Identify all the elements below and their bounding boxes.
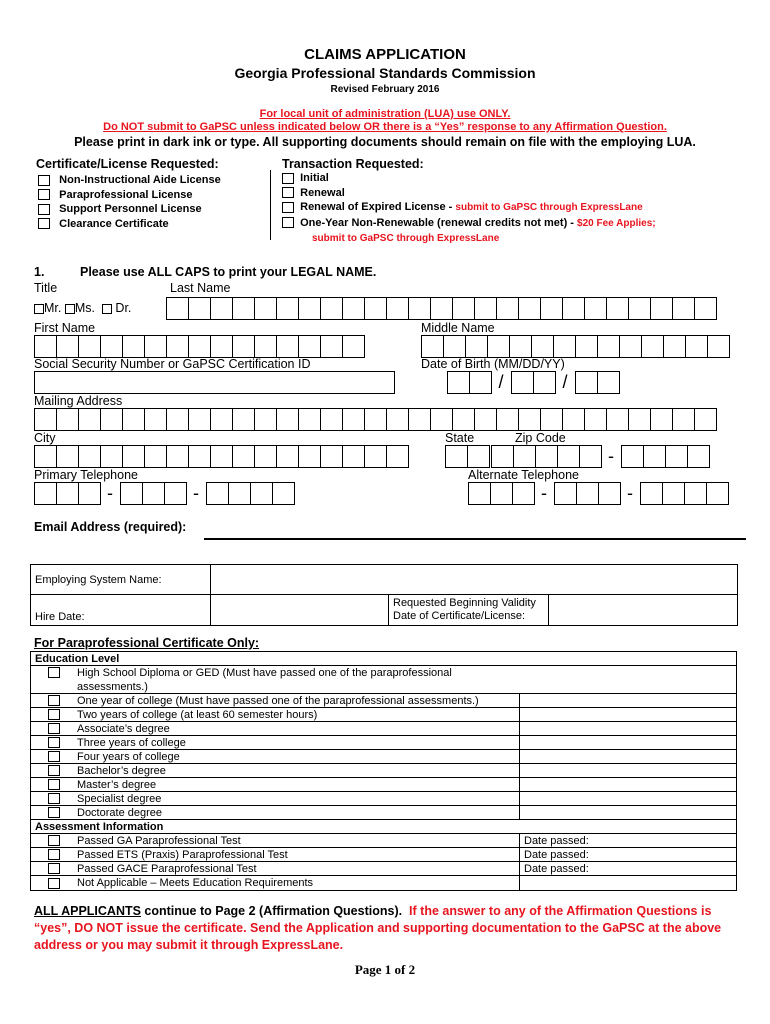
char-box[interactable]: [619, 335, 642, 358]
char-box[interactable]: [490, 482, 513, 505]
char-box[interactable]: [210, 335, 233, 358]
mailing-label: Mailing Address: [34, 394, 123, 408]
txn-option-expired[interactable]: Renewal of Expired License - submit to GaPSC through ExpressLane: [282, 200, 656, 216]
mailing-address-boxes[interactable]: [34, 408, 716, 431]
char-box[interactable]: [144, 445, 167, 468]
hire-date-label: Hire Date:: [31, 595, 211, 626]
dash-separator: -: [627, 483, 633, 503]
char-box[interactable]: [557, 445, 580, 468]
char-box[interactable]: [78, 408, 101, 431]
checkbox-icon[interactable]: [48, 695, 60, 706]
checkbox-icon[interactable]: [48, 793, 60, 804]
education-row[interactable]: Bachelor’s degree: [31, 764, 736, 778]
char-box[interactable]: [210, 297, 233, 320]
char-box[interactable]: [474, 408, 497, 431]
state-boxes[interactable]: [445, 445, 489, 468]
checkbox-icon[interactable]: [48, 737, 60, 748]
checkbox-icon[interactable]: [282, 187, 294, 198]
char-box[interactable]: [554, 482, 577, 505]
char-box[interactable]: [210, 408, 233, 431]
char-box[interactable]: [694, 297, 717, 320]
txn-one-year-note: submit to GaPSC through ExpressLane: [312, 233, 500, 244]
char-box[interactable]: [56, 408, 79, 431]
form-title: CLAIMS APPLICATION: [304, 46, 466, 63]
char-box[interactable]: [598, 482, 621, 505]
assessment-row[interactable]: Passed ETS (Praxis) Paraprofessional Test Date passed:: [31, 848, 736, 862]
cert-option-support-personnel[interactable]: Support Personnel License: [38, 202, 221, 217]
char-box[interactable]: [496, 297, 519, 320]
char-box[interactable]: [706, 482, 729, 505]
char-box[interactable]: [254, 297, 277, 320]
email-label: Email Address (required):: [34, 520, 187, 534]
char-box[interactable]: [408, 297, 431, 320]
zip-boxes[interactable]: [491, 445, 709, 468]
city-label: City: [34, 431, 56, 445]
char-box[interactable]: [518, 297, 541, 320]
checkbox-icon[interactable]: [38, 175, 50, 186]
ms-checkbox[interactable]: [65, 304, 75, 314]
para-heading: For Paraprofessional Certificate Only:: [34, 636, 260, 650]
checkbox-icon[interactable]: [38, 218, 50, 229]
alt-phone-label: Alternate Telephone: [468, 468, 579, 482]
assessment-header: Assessment Information: [31, 820, 736, 834]
char-box[interactable]: [272, 482, 295, 505]
char-box[interactable]: [672, 408, 695, 431]
char-box[interactable]: [408, 408, 431, 431]
char-box[interactable]: [276, 297, 299, 320]
char-box[interactable]: [491, 445, 514, 468]
ssn-label: Social Security Number or GaPSC Certification ID: [34, 357, 311, 371]
char-box[interactable]: [276, 335, 299, 358]
char-box[interactable]: [540, 297, 563, 320]
char-box[interactable]: [34, 445, 57, 468]
dob-slash: /: [498, 372, 504, 392]
checkbox-icon[interactable]: [282, 173, 294, 184]
char-box[interactable]: [575, 335, 598, 358]
char-box[interactable]: [487, 335, 510, 358]
dob-box[interactable]: [447, 371, 470, 394]
char-box[interactable]: [120, 482, 143, 505]
char-box[interactable]: [210, 445, 233, 468]
char-box[interactable]: [430, 297, 453, 320]
char-box[interactable]: [34, 408, 57, 431]
char-box[interactable]: [643, 445, 666, 468]
form-subtitle: Georgia Professional Standards Commission: [234, 65, 536, 81]
char-box[interactable]: [254, 335, 277, 358]
char-box[interactable]: [467, 445, 490, 468]
char-box[interactable]: [579, 445, 602, 468]
char-box[interactable]: [606, 408, 629, 431]
char-box[interactable]: [320, 408, 343, 431]
title-label: Title: [34, 281, 58, 295]
char-box[interactable]: [34, 482, 57, 505]
char-box[interactable]: [254, 408, 277, 431]
education-row[interactable]: Specialist degree: [31, 792, 736, 806]
checkbox-icon[interactable]: [282, 217, 294, 228]
char-box[interactable]: [640, 482, 663, 505]
certificate-heading: Certificate/License Requested:: [36, 157, 219, 171]
txn-option-one-year[interactable]: One-Year Non-Renewable (renewal credits not met) - $20 Fee Applies;: [282, 216, 656, 232]
education-row[interactable]: Associate’s degree: [31, 722, 736, 736]
char-box[interactable]: [465, 335, 488, 358]
char-box[interactable]: [685, 335, 708, 358]
char-box[interactable]: [496, 408, 519, 431]
char-box[interactable]: [142, 482, 165, 505]
assessment-row[interactable]: Passed GA Paraprofessional Test Date passed:: [31, 834, 736, 848]
char-box[interactable]: [232, 408, 255, 431]
char-box[interactable]: [78, 482, 101, 505]
employing-system-label: Employing System Name:: [31, 565, 211, 595]
char-box[interactable]: [518, 408, 541, 431]
dash-separator: -: [193, 483, 199, 503]
char-box[interactable]: [342, 445, 365, 468]
dob-box[interactable]: [575, 371, 598, 394]
checkbox-icon[interactable]: [48, 835, 60, 846]
char-box[interactable]: [562, 408, 585, 431]
char-box[interactable]: [452, 297, 475, 320]
char-box[interactable]: [56, 335, 79, 358]
char-box[interactable]: [298, 408, 321, 431]
page-number: Page 1 of 2: [354, 962, 416, 977]
checkbox-icon[interactable]: [38, 204, 50, 215]
char-box[interactable]: [232, 335, 255, 358]
char-box[interactable]: [597, 335, 620, 358]
char-box[interactable]: [298, 297, 321, 320]
title-options: Mr. Ms. Dr.: [34, 301, 131, 315]
mr-checkbox[interactable]: [34, 304, 44, 314]
assessment-row[interactable]: Passed GACE Paraprofessional Test Date passed:: [31, 862, 736, 876]
char-box[interactable]: [100, 335, 123, 358]
char-box[interactable]: [188, 445, 211, 468]
education-row[interactable]: Four years of college: [31, 750, 736, 764]
char-box[interactable]: [364, 297, 387, 320]
char-box[interactable]: [228, 482, 251, 505]
txn-option-renewal[interactable]: Renewal: [282, 186, 656, 201]
char-box[interactable]: [641, 335, 664, 358]
transaction-heading: Transaction Requested:: [282, 157, 424, 171]
char-box[interactable]: [512, 482, 535, 505]
char-box[interactable]: [386, 445, 409, 468]
char-box[interactable]: [232, 445, 255, 468]
first-name-label: First Name: [34, 321, 96, 335]
char-box[interactable]: [34, 335, 57, 358]
char-box[interactable]: [650, 408, 673, 431]
char-box[interactable]: [665, 445, 688, 468]
char-box[interactable]: [386, 297, 409, 320]
dob-boxes[interactable]: [447, 371, 619, 394]
dob-label: Date of Birth (MM/DD/YY): [421, 357, 565, 371]
char-box[interactable]: [535, 445, 558, 468]
divider: [270, 170, 271, 240]
dob-box[interactable]: [511, 371, 534, 394]
char-box[interactable]: [298, 335, 321, 358]
char-box[interactable]: [663, 335, 686, 358]
char-box[interactable]: [78, 445, 101, 468]
char-box[interactable]: [122, 445, 145, 468]
char-box[interactable]: [650, 297, 673, 320]
char-box[interactable]: [687, 445, 710, 468]
char-box[interactable]: [298, 445, 321, 468]
zip-label: Zip Code: [515, 431, 566, 445]
education-row[interactable]: Two years of college (at least 60 semester hours): [31, 708, 736, 722]
char-box[interactable]: [562, 297, 585, 320]
char-box[interactable]: [166, 408, 189, 431]
cert-option-non-instructional[interactable]: Non-Instructional Aide License: [38, 173, 221, 188]
alt-phone-boxes[interactable]: [468, 482, 728, 505]
char-box[interactable]: [166, 445, 189, 468]
char-box[interactable]: [232, 297, 255, 320]
dob-slash: /: [562, 372, 568, 392]
education-row[interactable]: Three years of college: [31, 736, 736, 750]
assessment-row[interactable]: Not Applicable – Meets Education Requirements: [31, 876, 736, 890]
char-box[interactable]: [56, 445, 79, 468]
char-box[interactable]: [144, 408, 167, 431]
checkbox-icon[interactable]: [48, 751, 60, 762]
char-box[interactable]: [628, 297, 651, 320]
char-box[interactable]: [445, 445, 468, 468]
footer-instruction: ALL APPLICANTS continue to Page 2 (Affirmation Questions). If the answer to any of the Affirmation Questions is “yes”, DO NOT issue the certificate. Send the Application and supporting documentation to the GaPSC at the above address or you may submit it through ExpressLane.: [34, 904, 722, 952]
char-box[interactable]: [100, 408, 123, 431]
char-box[interactable]: [553, 335, 576, 358]
validity-label: Requested Beginning Validity Date of Certificate/License:: [389, 595, 549, 626]
dob-box[interactable]: [533, 371, 556, 394]
transaction-options: [282, 171, 656, 247]
checkbox-icon[interactable]: [48, 765, 60, 776]
char-box[interactable]: [342, 408, 365, 431]
char-box[interactable]: [188, 297, 211, 320]
dob-box[interactable]: [469, 371, 492, 394]
char-box[interactable]: [276, 445, 299, 468]
date-passed-label: Date passed:: [519, 862, 736, 875]
char-box[interactable]: [694, 408, 717, 431]
char-box[interactable]: [628, 408, 651, 431]
dr-checkbox[interactable]: [102, 304, 112, 314]
char-box[interactable]: [443, 335, 466, 358]
char-box[interactable]: [662, 482, 685, 505]
char-box[interactable]: [342, 335, 365, 358]
char-box[interactable]: [166, 335, 189, 358]
notice-line-3: Please print in dark ink or type. All supporting documents should remain on file with the employing LUA.: [74, 135, 696, 149]
char-box[interactable]: [584, 408, 607, 431]
last-name-label: Last Name: [170, 281, 231, 295]
char-box[interactable]: [707, 335, 730, 358]
date-passed-label: Date passed:: [519, 848, 736, 861]
char-box[interactable]: [684, 482, 707, 505]
validity-date-input[interactable]: [549, 595, 738, 626]
char-box[interactable]: [56, 482, 79, 505]
char-box[interactable]: [100, 445, 123, 468]
para-table: [30, 651, 737, 891]
middle-name-label: Middle Name: [421, 321, 495, 335]
dob-box[interactable]: [597, 371, 620, 394]
education-row[interactable]: High School Diploma or GED (Must have passed one of the paraprofessional assessments.): [31, 666, 736, 694]
char-box[interactable]: [320, 297, 343, 320]
txn-option-initial[interactable]: Initial: [282, 171, 656, 186]
char-box[interactable]: [531, 335, 554, 358]
char-box[interactable]: [122, 408, 145, 431]
char-box[interactable]: [164, 482, 187, 505]
char-box[interactable]: [468, 482, 491, 505]
checkbox-icon[interactable]: [48, 849, 60, 860]
char-box[interactable]: [364, 408, 387, 431]
checkbox-icon[interactable]: [38, 189, 50, 200]
primary-phone-label: Primary Telephone: [34, 468, 138, 482]
char-box[interactable]: [672, 297, 695, 320]
char-box[interactable]: [276, 408, 299, 431]
char-box[interactable]: [122, 335, 145, 358]
char-box[interactable]: [509, 335, 532, 358]
date-passed-label: Date passed:: [519, 834, 736, 847]
employing-system-input[interactable]: [211, 565, 738, 595]
char-box[interactable]: [474, 297, 497, 320]
revised-date: Revised February 2016: [330, 84, 440, 95]
char-box[interactable]: [621, 445, 644, 468]
notice-line-2: Do NOT submit to GaPSC unless indicated below OR there is a “Yes” response to any Affirmation Question.: [103, 121, 667, 133]
char-box[interactable]: [144, 335, 167, 358]
first-name-boxes[interactable]: [34, 335, 364, 358]
name-instruction: Please use ALL CAPS to print your LEGAL NAME.: [80, 265, 377, 279]
ssn-input[interactable]: [34, 371, 395, 394]
char-box[interactable]: [254, 445, 277, 468]
education-header: Education Level: [31, 652, 736, 666]
char-box[interactable]: [513, 445, 536, 468]
dash-separator: -: [541, 483, 547, 503]
dash-separator: -: [608, 446, 614, 466]
checkbox-icon[interactable]: [48, 878, 60, 889]
employment-table: [30, 564, 738, 626]
education-row[interactable]: Doctorate degree: [31, 806, 736, 820]
last-name-boxes[interactable]: [166, 297, 716, 320]
city-boxes[interactable]: [34, 445, 408, 468]
checkbox-icon[interactable]: [48, 779, 60, 790]
dash-separator: -: [107, 483, 113, 503]
notice-line-1: For local unit of administration (LUA) use ONLY.: [259, 108, 511, 120]
section-number: 1.: [34, 265, 45, 279]
char-box[interactable]: [206, 482, 229, 505]
checkbox-icon[interactable]: [48, 709, 60, 720]
state-label: State: [445, 431, 475, 445]
char-box[interactable]: [320, 335, 343, 358]
email-input[interactable]: [204, 538, 746, 540]
char-box[interactable]: [421, 335, 444, 358]
char-box[interactable]: [584, 297, 607, 320]
char-box[interactable]: [606, 297, 629, 320]
cert-option-clearance[interactable]: Clearance Certificate: [38, 217, 221, 232]
char-box[interactable]: [188, 408, 211, 431]
char-box[interactable]: [188, 335, 211, 358]
cert-option-paraprofessional[interactable]: Paraprofessional License: [38, 188, 221, 203]
hire-date-input[interactable]: [211, 595, 389, 626]
char-box[interactable]: [364, 445, 387, 468]
char-box[interactable]: [430, 408, 453, 431]
checkbox-icon[interactable]: [282, 202, 294, 213]
middle-name-boxes[interactable]: [421, 335, 729, 358]
char-box[interactable]: [320, 445, 343, 468]
char-box[interactable]: [250, 482, 273, 505]
char-box[interactable]: [342, 297, 365, 320]
char-box[interactable]: [576, 482, 599, 505]
checkbox-icon[interactable]: [48, 723, 60, 734]
char-box[interactable]: [540, 408, 563, 431]
checkbox-icon[interactable]: [48, 863, 60, 874]
education-row[interactable]: One year of college (Must have passed one of the paraprofessional assessments.): [31, 694, 736, 708]
checkbox-icon[interactable]: [48, 807, 60, 818]
education-row[interactable]: Master’s degree: [31, 778, 736, 792]
checkbox-icon[interactable]: [48, 667, 60, 678]
certificate-options: [38, 173, 221, 231]
char-box[interactable]: [78, 335, 101, 358]
char-box[interactable]: [452, 408, 475, 431]
primary-phone-boxes[interactable]: [34, 482, 294, 505]
char-box[interactable]: [166, 297, 189, 320]
char-box[interactable]: [386, 408, 409, 431]
